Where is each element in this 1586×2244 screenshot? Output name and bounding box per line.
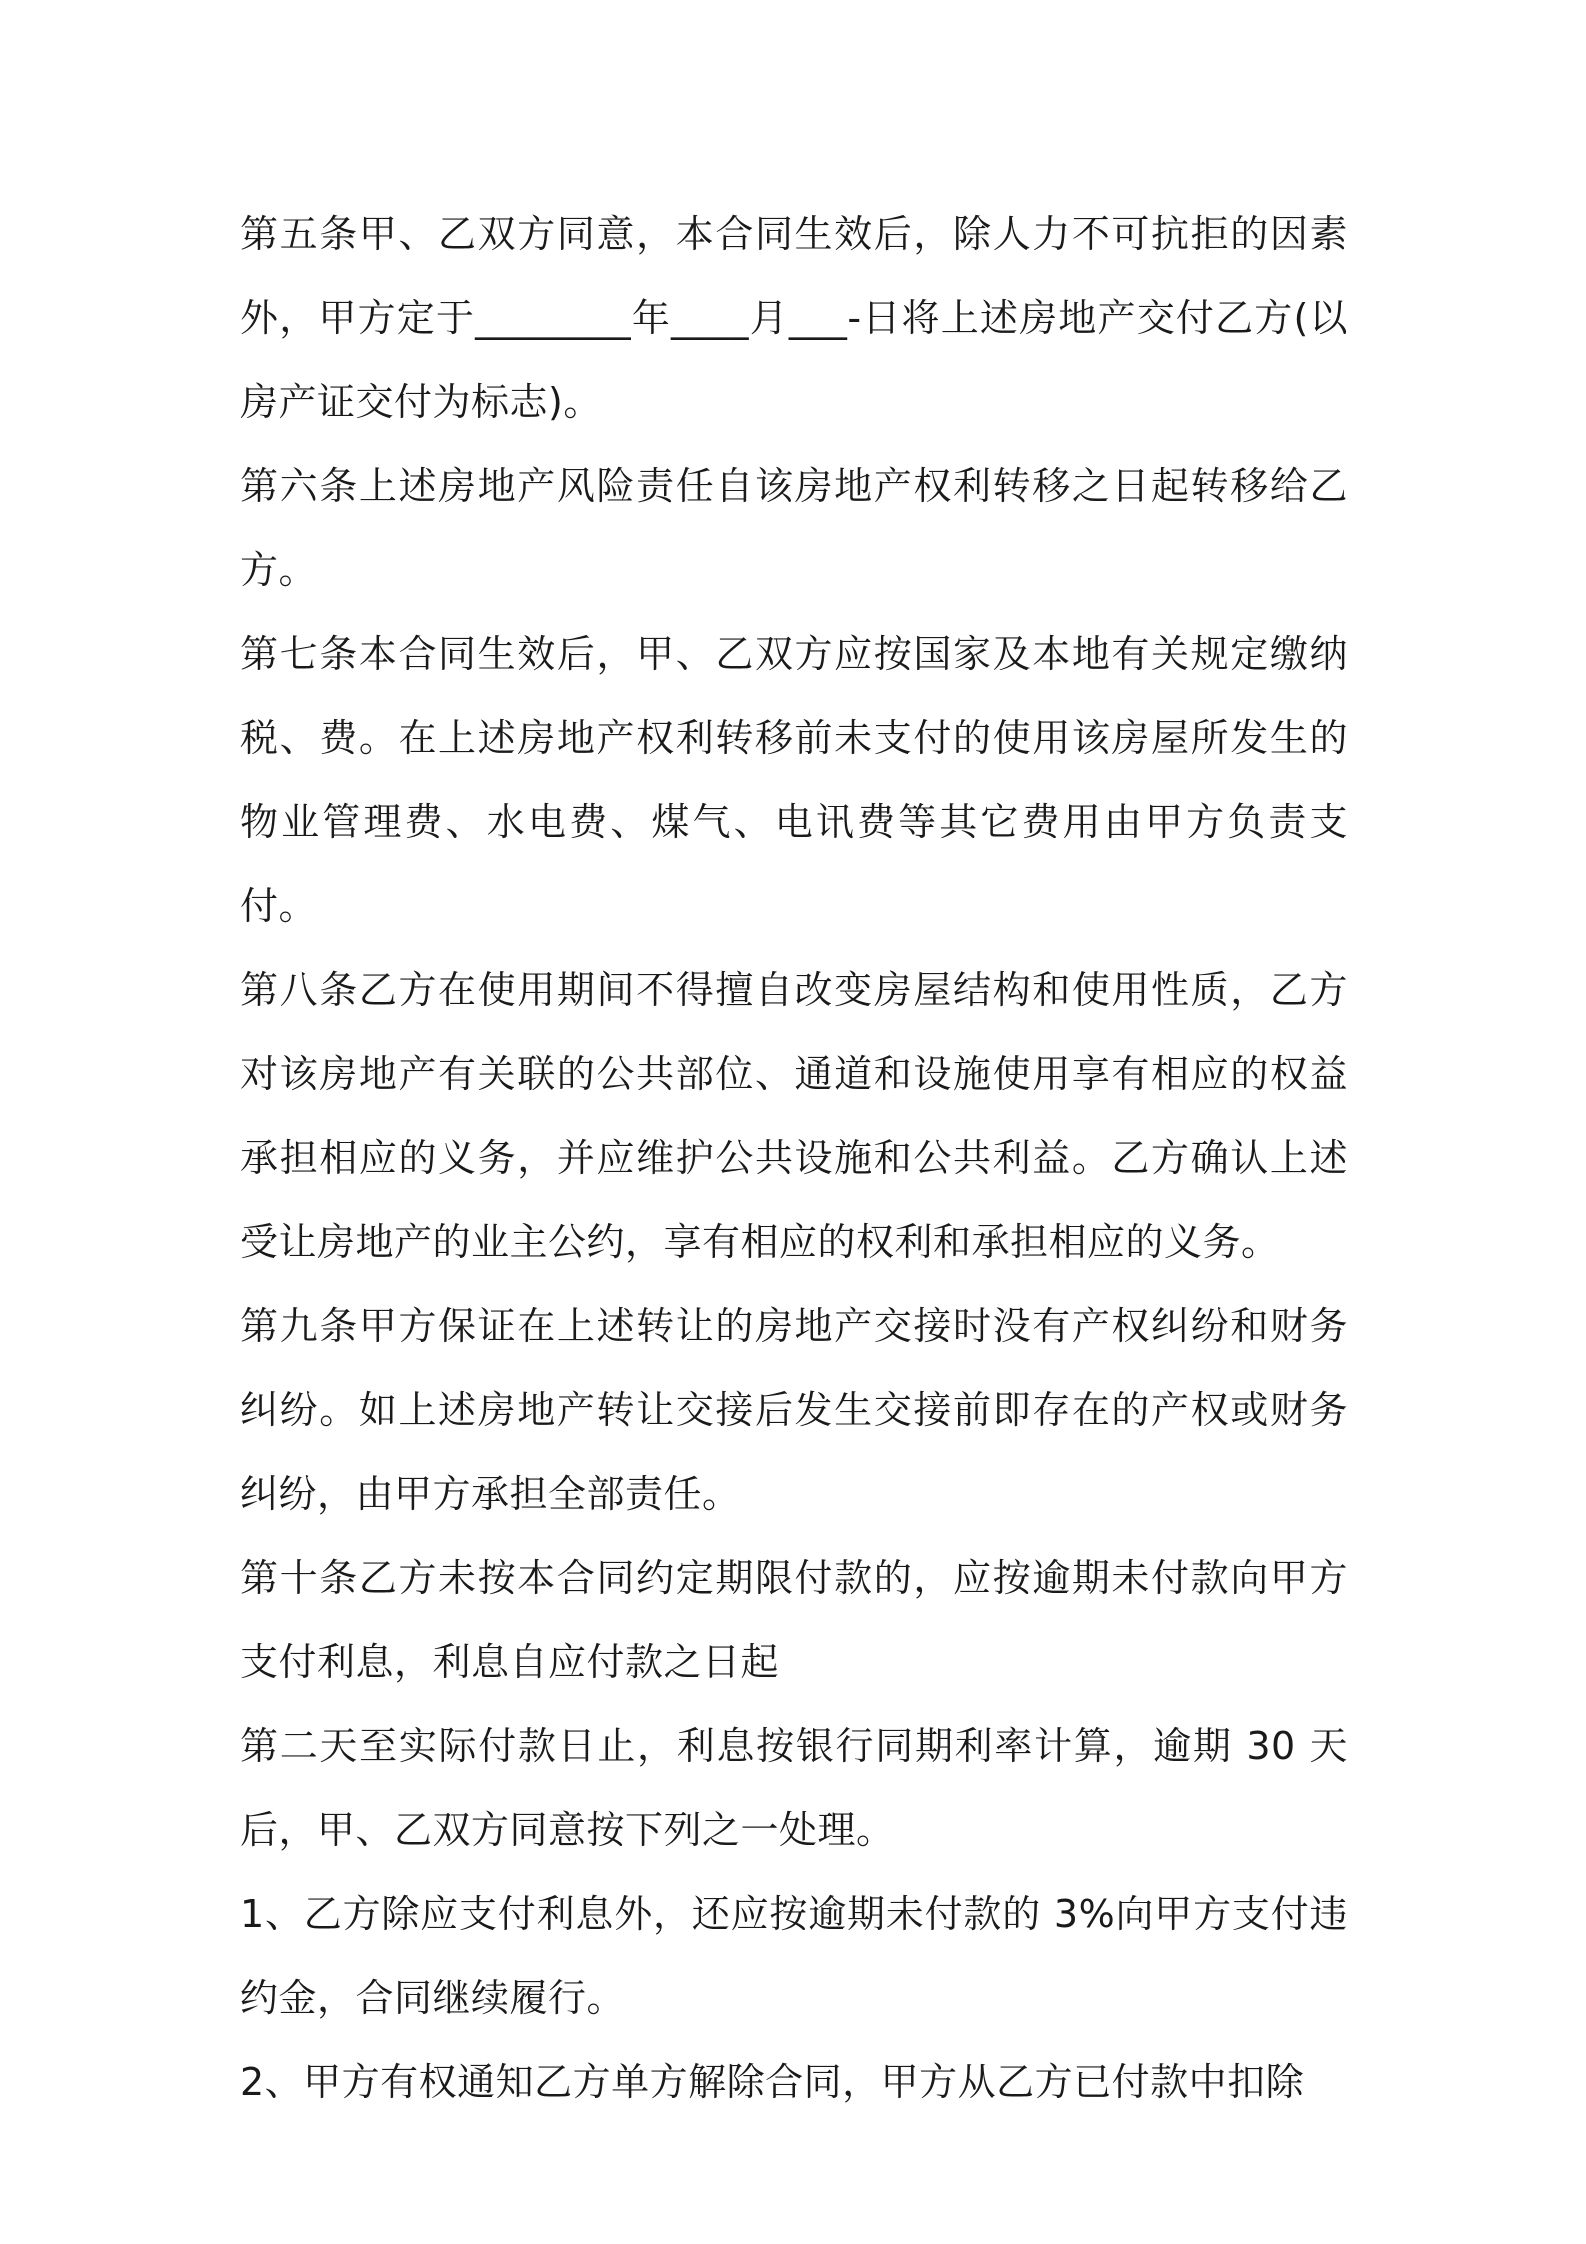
option-2-paragraph: 2、甲方有权通知乙方单方解除合同，甲方从乙方已付款中扣除 [240,2060,1305,2104]
clause-7-paragraph: 第七条本合同生效后，甲、乙双方应按国家及本地有关规定缴纳税、费。在上述房地产权利转移前未支付的使用该房屋所发生的物业管理费、水电费、煤气、电讯费等其它费用由甲方负责支付。 [240,632,1348,928]
clause-6-paragraph: 第六条上述房地产风险责任自该房地产权利转移之日起转移给乙方。 [240,464,1348,592]
option-1-paragraph: 1、乙方除应支付利息外，还应按逾期未付款的 3%向甲方支付违约金，合同继续履行。 [240,1892,1348,2020]
clause-10-paragraph: 第十条乙方未按本合同约定期限付款的，应按逾期未付款向甲方支付利息，利息自应付款之日起 [240,1556,1348,1684]
clause-9-paragraph: 第九条甲方保证在上述转让的房地产交接时没有产权纠纷和财务纠纷。如上述房地产转让交接后发生交接前即存在的产权或财务纠纷，由甲方承担全部责任。 [240,1304,1348,1516]
contract-body [240,192,1348,2124]
clause-10-continuation-paragraph: 第二天至实际付款日止，利息按银行同期利率计算，逾期 30 天后，甲、乙双方同意按下列之一处理。 [240,1724,1348,1852]
clause-5-paragraph: 第五条甲、乙双方同意，本合同生效后，除人力不可抗拒的因素外，甲方定于________年____月___-日将上述房地产交付乙方(以房产证交付为标志)。 [240,212,1348,424]
clause-8-paragraph: 第八条乙方在使用期间不得擅自改变房屋结构和使用性质，乙方对该房地产有关联的公共部位、通道和设施使用享有相应的权益承担相应的义务，并应维护公共设施和公共利益。乙方确认上述受让房地产的业主公约，享有相应的权利和承担相应的义务。 [240,968,1348,1264]
